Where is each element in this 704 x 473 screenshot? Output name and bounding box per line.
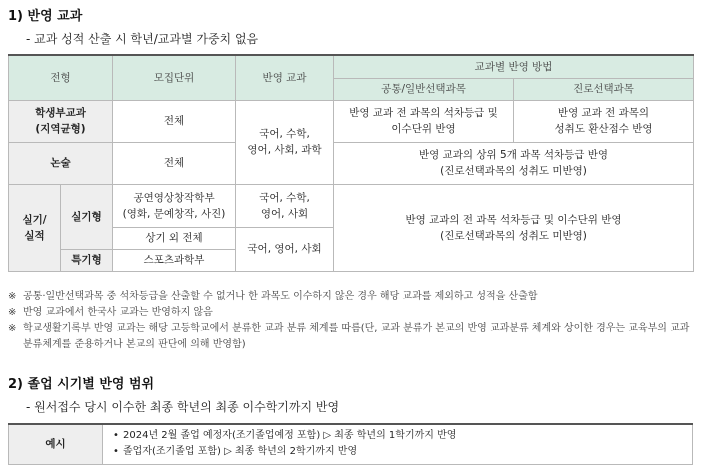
- notes-list: [8, 289, 698, 353]
- row-silgi-subjects2: 국어, 영어, 사회: [236, 227, 334, 271]
- list-item: [113, 428, 682, 444]
- note-mark: ※: [8, 291, 17, 302]
- row-silgi-label: 실기형: [61, 184, 113, 249]
- section1-heading: 1) 반영 교과: [8, 9, 83, 24]
- row-student-common: 반영 교과 전 과목의 석차등급 및 이수단위 반영: [334, 100, 514, 142]
- note-item: [8, 305, 698, 321]
- section2-subline: - 원서접수 당시 이수한 최종 학년의 최종 이수학기까지 반영: [26, 400, 340, 414]
- row-silgi-unit2: 상기 외 전체: [113, 227, 236, 249]
- section2-heading: 2) 졸업 시기별 반영 범위: [8, 377, 155, 392]
- th-mojip: 모집단위: [113, 55, 236, 100]
- example-label: 예시: [9, 424, 103, 464]
- row-practical-group-label: 실기/ 실적: [9, 184, 61, 271]
- row-silgi-unit1: 공연영상창작학부 (영화, 문예창작, 사진): [113, 184, 236, 227]
- th-banyeong: 반영 교과: [236, 55, 334, 100]
- row-silgi-subjects1: 국어, 수학, 영어, 사회: [236, 184, 334, 227]
- note-text: 학교생활기록부 반영 교과는 해당 고등학교에서 분류한 교과 분류 체계를 따름(단, 교과 분류가 본교의 반영 교과분류 체계와 상이한 경우는 교육부의 교과 분류체계를 준용하거나 본교의 판단에 의해 반영함): [23, 323, 690, 350]
- th-common: 공통/일반선택과목: [334, 78, 514, 100]
- row-teukgi-label: 특기형: [61, 249, 113, 271]
- section1-subline: - 교과 성적 산출 시 학년/교과별 가중치 없음: [26, 32, 259, 46]
- bullet-icon: •: [113, 430, 119, 442]
- note-text: 반영 교과에서 한국사 교과는 반영하지 않음: [23, 307, 213, 318]
- note-item: [8, 321, 698, 353]
- shared-subjects: 국어, 수학, 영어, 사회, 과학: [236, 100, 334, 184]
- row-teukgi-unit: 스포츠과학부: [113, 249, 236, 271]
- note-mark: ※: [8, 323, 17, 334]
- row-essay-unit: 전체: [113, 142, 236, 184]
- list-item: [113, 444, 682, 460]
- note-text: 공통·일반선택과목 중 석차등급을 산출할 수 없거나 한 과목도 이수하지 않은 경우 해당 교과를 제외하고 성적을 산출함: [23, 291, 538, 302]
- th-career: 진로선택과목: [514, 78, 694, 100]
- row-practical-method: 반영 교과의 전 과목 석차등급 및 이수단위 반영 (진로선택과목의 성취도 미반영): [334, 184, 694, 271]
- note-mark: ※: [8, 307, 17, 318]
- subject-table: [8, 54, 694, 272]
- th-jeonhyeong: 전형: [9, 55, 113, 100]
- note-item: [8, 289, 698, 305]
- row-student-unit: 전체: [113, 100, 236, 142]
- row-student-career: 반영 교과 전 과목의 성취도 환산점수 반영: [514, 100, 694, 142]
- bullet-icon: •: [113, 446, 119, 458]
- row-essay-method: 반영 교과의 상위 5개 과목 석차등급 반영 (진로선택과목의 성취도 미반영): [334, 142, 694, 184]
- row-essay-label: 논술: [9, 142, 113, 184]
- example-items: [103, 424, 693, 464]
- example-item-text: 졸업자(조기졸업 포함) ▷ 최종 학년의 2학기까지 반영: [123, 446, 358, 458]
- example-item-text: 2024년 2월 졸업 예정자(조기졸업예정 포함) ▷ 최종 학년의 1학기까지 반영: [123, 430, 457, 442]
- example-table: [8, 423, 693, 465]
- th-method: 교과별 반영 방법: [334, 55, 694, 78]
- row-student-label: 학생부교과 (지역균형): [9, 100, 113, 142]
